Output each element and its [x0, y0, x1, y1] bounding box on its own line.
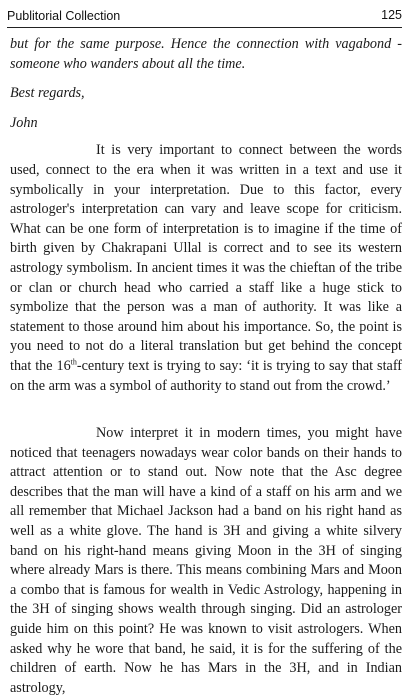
body-paragraph: Now interpret it in modern times, you might have noticed that teenagers nowadays wear color bands on their hands to attract attention or to stand out. Now note that the Asc degree describes that the man will have a kind of a staff on his arm and we all remember that Michael Jackson had a band on his right hand as well as a white glove. The hand is 3H and giving a white silvery band on his right-hand means giving Moon in the 3H of singing where already Mars is there. This means combining Mars and Moon a combo that is famous for wealth in Vedic Astrology, happening in the 3H of singing shows wealth through singing. Did an astrologer guide him on this point? He was known to visit astrologers. When asked why he wore that band, he said, it is for the suffering of the children of earth. Now he has Mars in the 3H, and in Indian astrology, [10, 425, 402, 696]
paragraph-text-continued: -century text is trying to say: ‘it is trying to say that staff on the arm was a symbol of authority to stand out from the crowd.’ [10, 357, 403, 394]
letter-closing-text: but for the same purpose. Hence the connection with vagabond - someone who wanders about all the time. [10, 36, 402, 72]
letter-regards: Best regards, [10, 85, 85, 102]
paragraph-text: It is very important to connect between the words used, connect to the era when it was written in a text and use it symbolically in your interpretation. Due to this factor, every astrologer's interpretation can vary and leave scope for criticism. What can be one form of interpretation is to imagine if the time of birth given by Chakrapani Ullal is correct and to see its western astrology symbolism. In ancient times it was the chieftan of the tribe or clan or church head who carried a staff like a huge stick to symbolize that the person was a man of authority. It was like a statement to those around him about his importance. So, the point is you need to not do a literal translation but get behind the concept that the 16 [10, 142, 402, 374]
page-number: 125 [381, 8, 402, 22]
ordinal-superscript: th [70, 357, 77, 367]
page-body [10, 35, 402, 698]
letter-signature: John [10, 114, 38, 131]
running-header [7, 7, 402, 28]
body-paragraph [10, 141, 402, 396]
book-title: Publitorial Collection [7, 9, 121, 23]
